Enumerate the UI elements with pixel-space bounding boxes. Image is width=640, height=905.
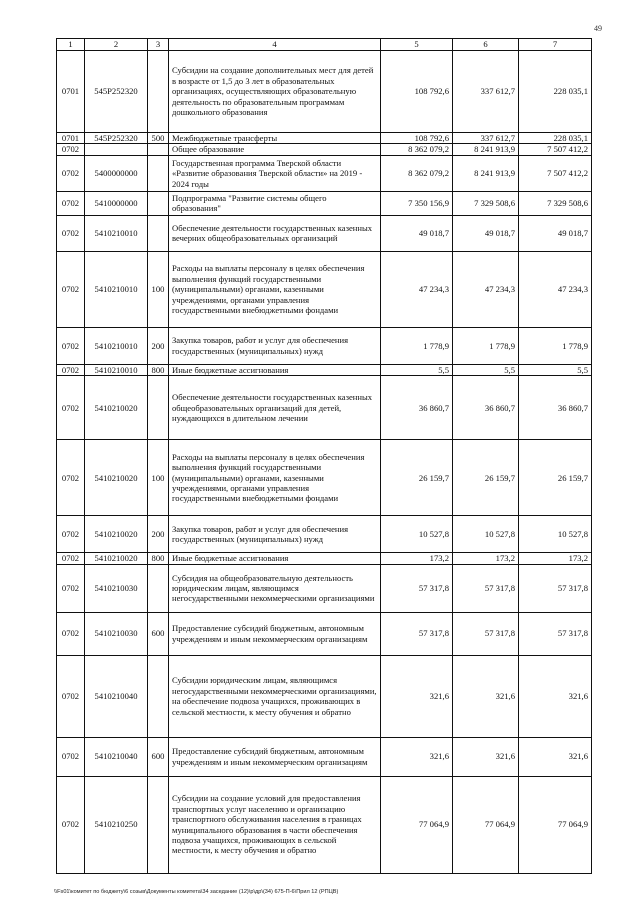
expense-type-cell: 100	[148, 251, 169, 327]
amount-cell: 57 317,8	[519, 564, 592, 612]
section-code-cell: 0702	[57, 191, 85, 215]
amount-cell: 57 317,8	[453, 612, 519, 655]
expense-type-cell	[148, 144, 169, 155]
amount-cell: 26 159,7	[519, 440, 592, 516]
item-name-cell: Обеспечение деятельности государственных казенных вечерних общеобразовательных организаций	[169, 215, 381, 251]
table-row	[57, 440, 592, 516]
expense-type-cell: 200	[148, 327, 169, 364]
amount-cell: 228 035,1	[519, 133, 592, 144]
amount-cell: 8 241 913,9	[453, 155, 519, 191]
amount-cell: 77 064,9	[519, 776, 592, 873]
target-code-cell: 5410210010	[85, 327, 148, 364]
target-code-cell: 5410210030	[85, 612, 148, 655]
target-code-cell: 5410210010	[85, 364, 148, 375]
file-path-footer: \\Fs01\комитет по бюджету\6 созыв\Документы комитета\34 заседание (12)\р\др\(34) 675-П-6\Прил 12 (РПЦВ)	[54, 889, 339, 895]
item-name-cell: Иные бюджетные ассигнования	[169, 553, 381, 564]
item-name-cell: Субсидии юридическим лицам, являющимся негосударственными некоммерческими организациями, на обеспечение подвоза учащихся, проживающих в сельской местности, к месту обучения и обратно	[169, 655, 381, 737]
amount-cell: 49 018,7	[381, 215, 453, 251]
amount-cell: 47 234,3	[519, 251, 592, 327]
target-code-cell: 5410000000	[85, 191, 148, 215]
expense-type-cell: 800	[148, 553, 169, 564]
item-name-cell: Иные бюджетные ассигнования	[169, 364, 381, 375]
target-code-cell: 545P252320	[85, 133, 148, 144]
table-row	[57, 553, 592, 564]
amount-cell: 7 329 508,6	[519, 191, 592, 215]
amount-cell: 337 612,7	[453, 51, 519, 133]
item-name-cell: Расходы на выплаты персоналу в целях обеспечения выполнения функций государственными (муниципальными) органами, казенными учреждениями, органами управления государственными внебюджетными фондами	[169, 251, 381, 327]
table-row	[57, 133, 592, 144]
table-row	[57, 376, 592, 440]
section-code-cell: 0702	[57, 776, 85, 873]
section-code-cell: 0702	[57, 376, 85, 440]
item-name-cell: Расходы на выплаты персоналу в целях обеспечения выполнения функций государственными (муниципальными) органами, казенными учреждениями, органами управления государственными внебюджетными фондами	[169, 440, 381, 516]
table-row	[57, 191, 592, 215]
column-number: 4	[169, 39, 381, 51]
table-body	[57, 51, 592, 874]
section-code-cell: 0702	[57, 440, 85, 516]
table-row	[57, 51, 592, 133]
amount-cell: 10 527,8	[453, 516, 519, 553]
target-code-cell: 5410210010	[85, 251, 148, 327]
section-code-cell: 0701	[57, 133, 85, 144]
item-name-cell: Субсидии на создание условий для предоставления транспортных услуг населению и организацию транспортного обслуживания населения в границах муниципального образования в части обеспечения подвоза учащихся, проживающих в сельской местности, к месту обучения и обратно	[169, 776, 381, 873]
expense-type-cell: 500	[148, 133, 169, 144]
section-code-cell: 0702	[57, 144, 85, 155]
section-code-cell: 0702	[57, 215, 85, 251]
amount-cell: 36 860,7	[453, 376, 519, 440]
section-code-cell: 0702	[57, 612, 85, 655]
table-row	[57, 155, 592, 191]
target-code-cell: 545P252320	[85, 51, 148, 133]
table-row	[57, 737, 592, 776]
target-code-cell: 5410210020	[85, 516, 148, 553]
target-code-cell: 5410210020	[85, 376, 148, 440]
table-row	[57, 364, 592, 375]
amount-cell: 321,6	[453, 655, 519, 737]
section-code-cell: 0702	[57, 516, 85, 553]
amount-cell: 8 362 079,2	[381, 155, 453, 191]
amount-cell: 321,6	[381, 737, 453, 776]
section-code-cell: 0702	[57, 364, 85, 375]
amount-cell: 1 778,9	[519, 327, 592, 364]
expense-type-cell	[148, 191, 169, 215]
column-number: 1	[57, 39, 85, 51]
column-number-row	[57, 39, 592, 51]
amount-cell: 5,5	[453, 364, 519, 375]
amount-cell: 337 612,7	[453, 133, 519, 144]
expense-type-cell: 600	[148, 612, 169, 655]
expense-type-cell	[148, 655, 169, 737]
section-code-cell: 0702	[57, 155, 85, 191]
amount-cell: 228 035,1	[519, 51, 592, 133]
amount-cell: 26 159,7	[381, 440, 453, 516]
target-code-cell: 5410210250	[85, 776, 148, 873]
amount-cell: 47 234,3	[381, 251, 453, 327]
item-name-cell: Подпрограмма "Развитие системы общего образования"	[169, 191, 381, 215]
amount-cell: 8 241 913,9	[453, 144, 519, 155]
amount-cell: 57 317,8	[519, 612, 592, 655]
amount-cell: 108 792,6	[381, 51, 453, 133]
target-code-cell: 5410210040	[85, 655, 148, 737]
amount-cell: 1 778,9	[381, 327, 453, 364]
amount-cell: 57 317,8	[453, 564, 519, 612]
table-row	[57, 327, 592, 364]
expense-type-cell	[148, 215, 169, 251]
table-row	[57, 612, 592, 655]
amount-cell: 7 507 412,2	[519, 155, 592, 191]
amount-cell: 49 018,7	[519, 215, 592, 251]
expense-type-cell: 100	[148, 440, 169, 516]
expense-type-cell	[148, 51, 169, 133]
amount-cell: 173,2	[519, 553, 592, 564]
expense-type-cell: 600	[148, 737, 169, 776]
item-name-cell: Общее образование	[169, 144, 381, 155]
amount-cell: 77 064,9	[381, 776, 453, 873]
amount-cell: 321,6	[519, 737, 592, 776]
target-code-cell: 5410210020	[85, 440, 148, 516]
column-number: 7	[519, 39, 592, 51]
expense-type-cell	[148, 155, 169, 191]
amount-cell: 36 860,7	[519, 376, 592, 440]
amount-cell: 26 159,7	[453, 440, 519, 516]
amount-cell: 49 018,7	[453, 215, 519, 251]
column-number: 5	[381, 39, 453, 51]
amount-cell: 77 064,9	[453, 776, 519, 873]
item-name-cell: Межбюджетные трансферты	[169, 133, 381, 144]
budget-table	[56, 38, 592, 874]
amount-cell: 57 317,8	[381, 564, 453, 612]
item-name-cell: Предоставление субсидий бюджетным, автономным учреждениям и иным некоммерческим организациям	[169, 612, 381, 655]
amount-cell: 321,6	[453, 737, 519, 776]
page-number: 49	[594, 24, 602, 33]
item-name-cell: Субсидии на создание дополнительных мест для детей в возрасте от 1,5 до 3 лет в образовательных организациях, осуществляющих образовательную деятельность по образовательным программам дошкольного образования	[169, 51, 381, 133]
section-code-cell: 0701	[57, 51, 85, 133]
amount-cell: 7 329 508,6	[453, 191, 519, 215]
amount-cell: 10 527,8	[519, 516, 592, 553]
target-code-cell	[85, 144, 148, 155]
target-code-cell: 5410210020	[85, 553, 148, 564]
column-number: 2	[85, 39, 148, 51]
item-name-cell: Предоставление субсидий бюджетным, автономным учреждениям и иным некоммерческим организациям	[169, 737, 381, 776]
item-name-cell: Закупка товаров, работ и услуг для обеспечения государственных (муниципальных) нужд	[169, 327, 381, 364]
table-row	[57, 215, 592, 251]
table-row	[57, 776, 592, 873]
table-row	[57, 564, 592, 612]
amount-cell: 10 527,8	[381, 516, 453, 553]
item-name-cell: Закупка товаров, работ и услуг для обеспечения государственных (муниципальных) нужд	[169, 516, 381, 553]
amount-cell: 57 317,8	[381, 612, 453, 655]
amount-cell: 5,5	[381, 364, 453, 375]
amount-cell: 8 362 079,2	[381, 144, 453, 155]
amount-cell: 321,6	[381, 655, 453, 737]
target-code-cell: 5410210010	[85, 215, 148, 251]
expense-type-cell: 200	[148, 516, 169, 553]
expense-type-cell	[148, 776, 169, 873]
target-code-cell: 5410210040	[85, 737, 148, 776]
amount-cell: 108 792,6	[381, 133, 453, 144]
amount-cell: 321,6	[519, 655, 592, 737]
amount-cell: 47 234,3	[453, 251, 519, 327]
section-code-cell: 0702	[57, 564, 85, 612]
target-code-cell: 5400000000	[85, 155, 148, 191]
section-code-cell: 0702	[57, 553, 85, 564]
column-number: 3	[148, 39, 169, 51]
table-row	[57, 655, 592, 737]
section-code-cell: 0702	[57, 251, 85, 327]
expense-type-cell	[148, 376, 169, 440]
amount-cell: 173,2	[381, 553, 453, 564]
amount-cell: 36 860,7	[381, 376, 453, 440]
amount-cell: 1 778,9	[453, 327, 519, 364]
amount-cell: 5,5	[519, 364, 592, 375]
item-name-cell: Государственная программа Тверской области «Развитие образования Тверской области» на 2019 - 2024 годы	[169, 155, 381, 191]
table-row	[57, 251, 592, 327]
column-number: 6	[453, 39, 519, 51]
expense-type-cell	[148, 564, 169, 612]
table-row	[57, 516, 592, 553]
amount-cell: 173,2	[453, 553, 519, 564]
section-code-cell: 0702	[57, 655, 85, 737]
table-row	[57, 144, 592, 155]
item-name-cell: Субсидия на общеобразовательную деятельность юридическим лицам, являющимся негосударственными некоммерческими организациями	[169, 564, 381, 612]
target-code-cell: 5410210030	[85, 564, 148, 612]
expense-type-cell: 800	[148, 364, 169, 375]
section-code-cell: 0702	[57, 737, 85, 776]
item-name-cell: Обеспечение деятельности государственных казенных общеобразовательных организаций для детей, нуждающихся в длительном лечении	[169, 376, 381, 440]
section-code-cell: 0702	[57, 327, 85, 364]
amount-cell: 7 350 156,9	[381, 191, 453, 215]
amount-cell: 7 507 412,2	[519, 144, 592, 155]
